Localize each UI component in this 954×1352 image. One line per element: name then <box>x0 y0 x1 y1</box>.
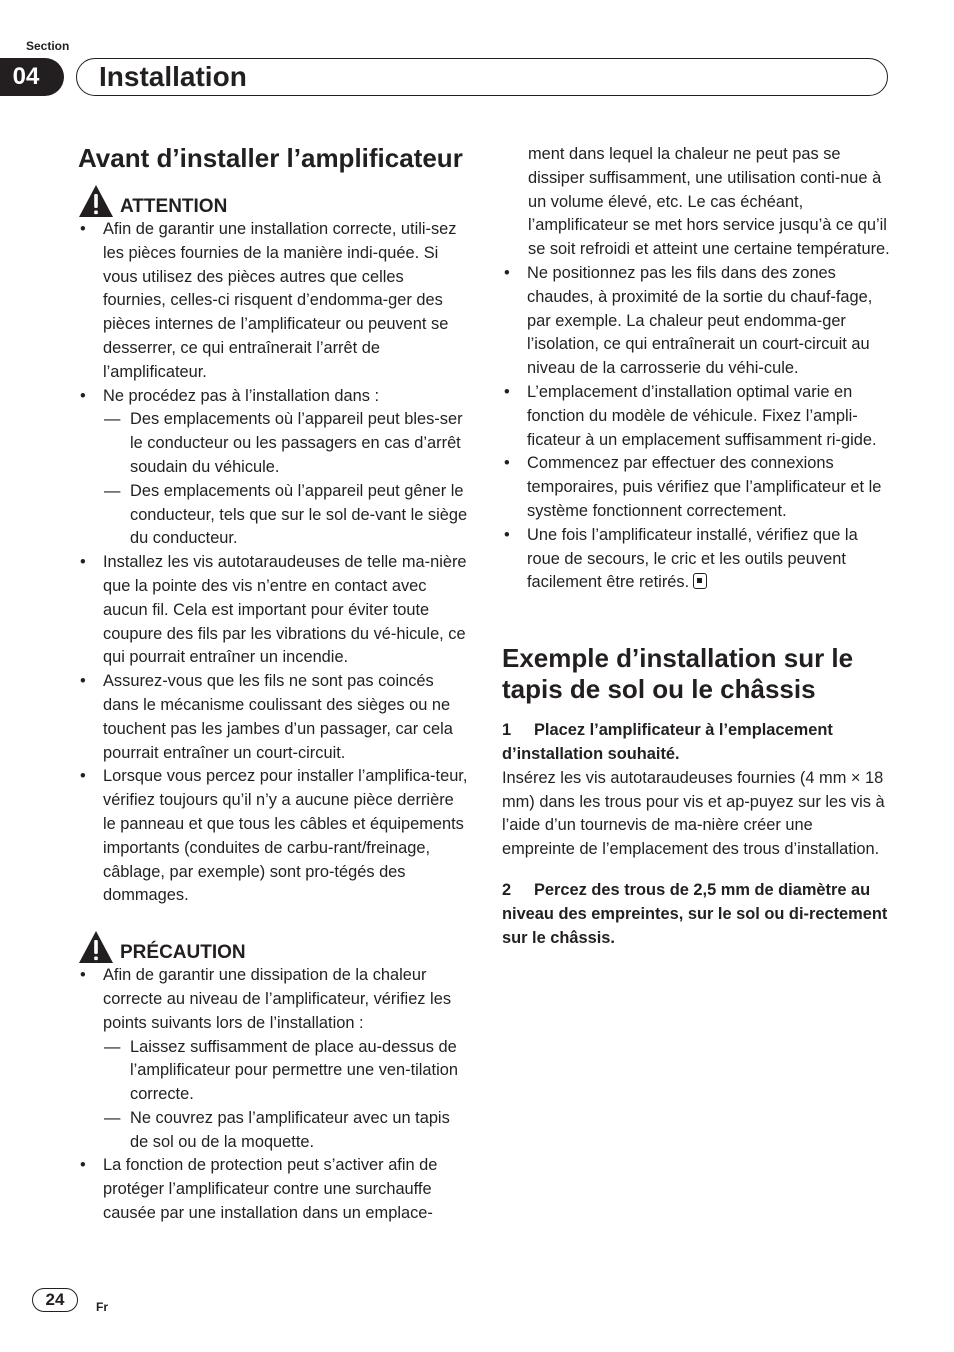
heading-before-install: Avant d’installer l’amplificateur <box>78 143 463 173</box>
list-item: • La fonction de protection peut s’activer afin de protéger l’amplificateur contre une surchauffe causée par une installation dans un emplace- <box>78 1154 468 1225</box>
left-column <box>78 143 468 1226</box>
page-number: 24 <box>32 1288 78 1312</box>
step-2-title <box>502 879 890 950</box>
warning-triangle-icon <box>78 930 114 964</box>
attention-sublist <box>104 408 468 551</box>
list-item: — Des emplacements où l’appareil peut gêner le conducteur, tels que sur le sol de-vant le siège du conducteur. <box>104 480 468 551</box>
step-1-body: Insérez les vis autotaraudeuses fournies (4 mm × 18 mm) dans les trous pour vis et ap-puyez sur les vis à l’aide d’un tournevis de ma-nière créer une empreinte de l’emplacement des trous d’installation. <box>502 768 885 859</box>
continuation-paragraph: ment dans lequel la chaleur ne peut pas se dissiper suffisamment, une utilisation conti-nue à un volume élevé, etc. Le cas échéant, l’amplificateur se met hors service jusqu’à ce qu’il se soit refroidi et atteint une certaine température. <box>528 145 890 259</box>
list-item <box>502 524 890 595</box>
list-item: • Installez les vis autotaraudeuses de telle ma-nière que la pointe des vis n’entre en contact avec aucun fil. Cela est important pour éviter toute coupure des fils par les vibrations du vé-hicule, ce qui pourrait entraîner un incendie. <box>78 551 468 670</box>
right-column <box>502 143 890 950</box>
heading-install-example: Exemple d’installation sur le tapis de sol ou le châssis <box>502 643 854 705</box>
end-mark-icon <box>693 573 707 589</box>
list-item: • Assurez-vous que les fils ne sont pas coincés dans le mécanisme coulissant des sièges ou ne touchent pas les jambes d’un passager, car cela pourrait entraîner un court-circuit. <box>78 670 468 765</box>
section-title-bar <box>76 58 888 96</box>
section-label: Section <box>26 39 70 53</box>
installation-tips-list <box>502 262 890 595</box>
attention-label: ATTENTION <box>120 196 228 217</box>
section-number-badge: 04 <box>0 58 64 96</box>
list-item: — Laissez suffisamment de place au-dessus de l’amplificateur pour permettre une ven-tilation correcte. <box>104 1036 468 1107</box>
section-title: Installation <box>99 61 247 92</box>
attention-list <box>78 218 468 408</box>
list-item: • Afin de garantir une dissipation de la chaleur correcte au niveau de l’amplificateur, vérifiez les points suivants lors de l’installation : <box>78 964 468 1035</box>
list-item: • Afin de garantir une installation correcte, utili-sez les pièces fournies de la manière indi-quée. Si vous utilisez des pièces autres que celles fournies, celles-ci risquent d’endomma-ger des pièces internes de l’amplificateur ou peuvent se desserrer, ce qui entraînerait l’arrêt de l’amplificateur. <box>78 218 468 385</box>
list-item: • Ne procédez pas à l’installation dans : <box>78 385 468 409</box>
list-item-text: Une fois l’amplificateur installé, vérifiez que la roue de secours, le cric et les outils peuvent facilement être retirés. <box>527 525 858 592</box>
attention-block <box>78 182 468 218</box>
language-code: Fr <box>96 1300 108 1314</box>
list-item: • Ne positionnez pas les fils dans des zones chaudes, à proximité de la sortie du chauf-fage, par exemple. La chaleur peut endomma-ger l’isolation, ce qui entraînerait un court-circuit au niveau de la carrosserie du véhi-cule. <box>502 262 890 381</box>
precaution-block <box>78 928 468 964</box>
step-number: 1 <box>502 721 512 740</box>
step-title-text: Percez des trous de 2,5 mm de diamètre au niveau des empreintes, sur le sol ou di-rectement sur le châssis. <box>502 880 888 947</box>
warning-triangle-icon <box>78 184 114 218</box>
list-item: — Des emplacements où l’appareil peut bles-ser le conducteur ou les passagers en cas d’arrêt soudain du véhicule. <box>104 408 468 479</box>
list-item: • Lorsque vous percez pour installer l’amplifica-teur, vérifiez toujours qu’il n’y a aucune pièce derrière le panneau et que tous les câbles et équipements importants (conduites de carbu-rant/freinage, câblage, par exemple) sont pro-tégés des dommages. <box>78 765 468 908</box>
precaution-list <box>78 964 468 1035</box>
list-item: — Ne couvrez pas l’amplificateur avec un tapis de sol ou de la moquette. <box>104 1107 468 1155</box>
attention-list-2 <box>78 551 468 908</box>
step-title-text: Placez l’amplificateur à l’emplacement d’installation souhaité. <box>502 721 833 763</box>
list-item: • Commencez par effectuer des connexions temporaires, puis vérifiez que l’amplificateur et le système fonctionnent correctement. <box>502 452 890 523</box>
step-number: 2 <box>502 880 512 899</box>
precaution-sublist <box>104 1036 468 1155</box>
precaution-list-2 <box>78 1154 468 1225</box>
precaution-label: PRÉCAUTION <box>120 942 246 964</box>
list-item: • L’emplacement d’installation optimal varie en fonction du modèle de véhicule. Fixez l’ampli-ficateur à un emplacement suffisamment ri-gide. <box>502 381 890 452</box>
step-1-title <box>502 719 890 767</box>
